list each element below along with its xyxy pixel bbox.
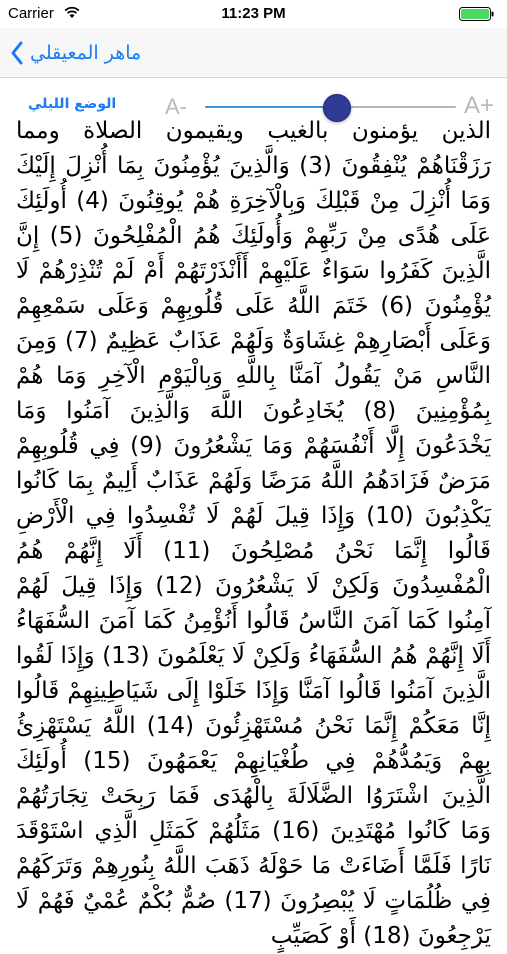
back-button[interactable]	[10, 38, 141, 68]
quran-text-scroll-view[interactable]	[0, 118, 507, 949]
font-larger-button[interactable]: A+	[464, 92, 495, 119]
carrier-label: Carrier	[8, 5, 54, 22]
slider-fill	[205, 106, 336, 108]
night-mode-button[interactable]: الوضع الليلي	[28, 96, 117, 112]
status-time: 11:23 PM	[221, 5, 286, 22]
battery-icon	[459, 7, 495, 21]
status-bar	[0, 0, 507, 28]
chevron-left-icon	[10, 41, 24, 65]
back-button-label: ماهر المعيقلي	[30, 42, 142, 64]
font-smaller-button[interactable]: A-	[165, 94, 187, 119]
navigation-bar	[0, 28, 507, 78]
quran-text: الذين يؤمنون بالغيب ويقيمون الصلاة ومما رَزَقْنَاهُمْ يُنْفِقُونَ (3) وَالَّذِينَ يُؤْمِنُونَ بِمَا أُنْزِلَ إِلَيْكَ وَمَا أُنْزِلَ مِنْ قَبْلِكَ وَبِالْآخِرَةِ هُمْ يُوقِنُونَ (4) أُولَئِكَ عَلَى هُدًى مِنْ رَبِّهِمْ وَأُولَئِكَ هُمُ الْمُفْلِحُونَ (5) إِنَّ الَّذِينَ كَفَرُوا سَوَاءٌ عَلَيْهِمْ أَأَنْذَرْتَهُمْ أَمْ لَمْ تُنْذِرْهُمْ لَا يُؤْمِنُونَ (6) خَتَمَ اللَّهُ عَلَى قُلُوبِهِمْ وَعَلَى سَمْعِهِمْ وَعَلَى أَبْصَارِهِمْ غِشَاوَةٌ وَلَهُمْ عَذَابٌ عَظِيمٌ (7) وَمِنَ النَّاسِ مَنْ يَقُولُ آمَنَّا بِاللَّهِ وَبِالْيَوْمِ الْآخِرِ وَمَا هُمْ بِمُؤْمِنِينَ (8) يُخَادِعُونَ اللَّهَ وَالَّذِينَ آمَنُوا وَمَا يَخْدَعُونَ إِلَّا أَنْفُسَهُمْ وَمَا يَشْعُرُونَ (9) فِي قُلُوبِهِمْ مَرَضٌ فَزَادَهُمُ اللَّهُ مَرَضًا وَلَهُمْ عَذَابٌ أَلِيمٌ بِمَا كَانُوا يَكْذِبُونَ (10) وَإِذَا قِيلَ لَهُمْ لَا تُفْسِدُوا فِي الْأَرْضِ قَالُوا إِنَّمَا نَحْنُ مُصْلِحُونَ (11) أَلَا إِنَّهُمْ هُمُ الْمُفْسِدُونَ وَلَكِنْ لَا يَشْعُرُونَ (12) وَإِذَا قِيلَ لَهُمْ آمِنُوا كَمَا آمَنَ النَّاسُ قَالُوا أَنُؤْمِنُ كَمَا آمَنَ السُّفَهَاءُ أَلَا إِنَّهُمْ هُمُ السُّفَهَاءُ وَلَكِنْ لَا يَعْلَمُونَ (13) وَإِذَا لَقُوا الَّذِينَ آمَنُوا قَالُوا آمَنَّا وَإِذَا خَلَوْا إِلَى شَيَاطِينِهِمْ قَالُوا إِنَّا مَعَكُمْ إِنَّمَا نَحْنُ مُسْتَهْزِئُونَ (14) اللَّهُ يَسْتَهْزِئُ بِهِمْ وَيَمُدُّهُمْ فِي طُغْيَانِهِمْ يَعْمَهُونَ (15) أُولَئِكَ الَّذِينَ اشْتَرَوُا الضَّلَالَةَ بِالْهُدَى فَمَا رَبِحَتْ تِجَارَتُهُمْ وَمَا كَانُوا مُهْتَدِينَ (16) مَثَلُهُمْ كَمَثَلِ الَّذِي اسْتَوْقَدَ نَارًا فَلَمَّا أَضَاءَتْ مَا حَوْلَهُ ذَهَبَ اللَّهُ بِنُورِهِمْ وَتَرَكَهُمْ فِي ظُلُمَاتٍ لَا يُبْصِرُونَ (17) صُمٌّ بُكْمٌ عُمْيٌ فَهُمْ لَا يَرْجِعُونَ (18) أَوْ كَصَيِّبٍ	[16, 118, 492, 949]
